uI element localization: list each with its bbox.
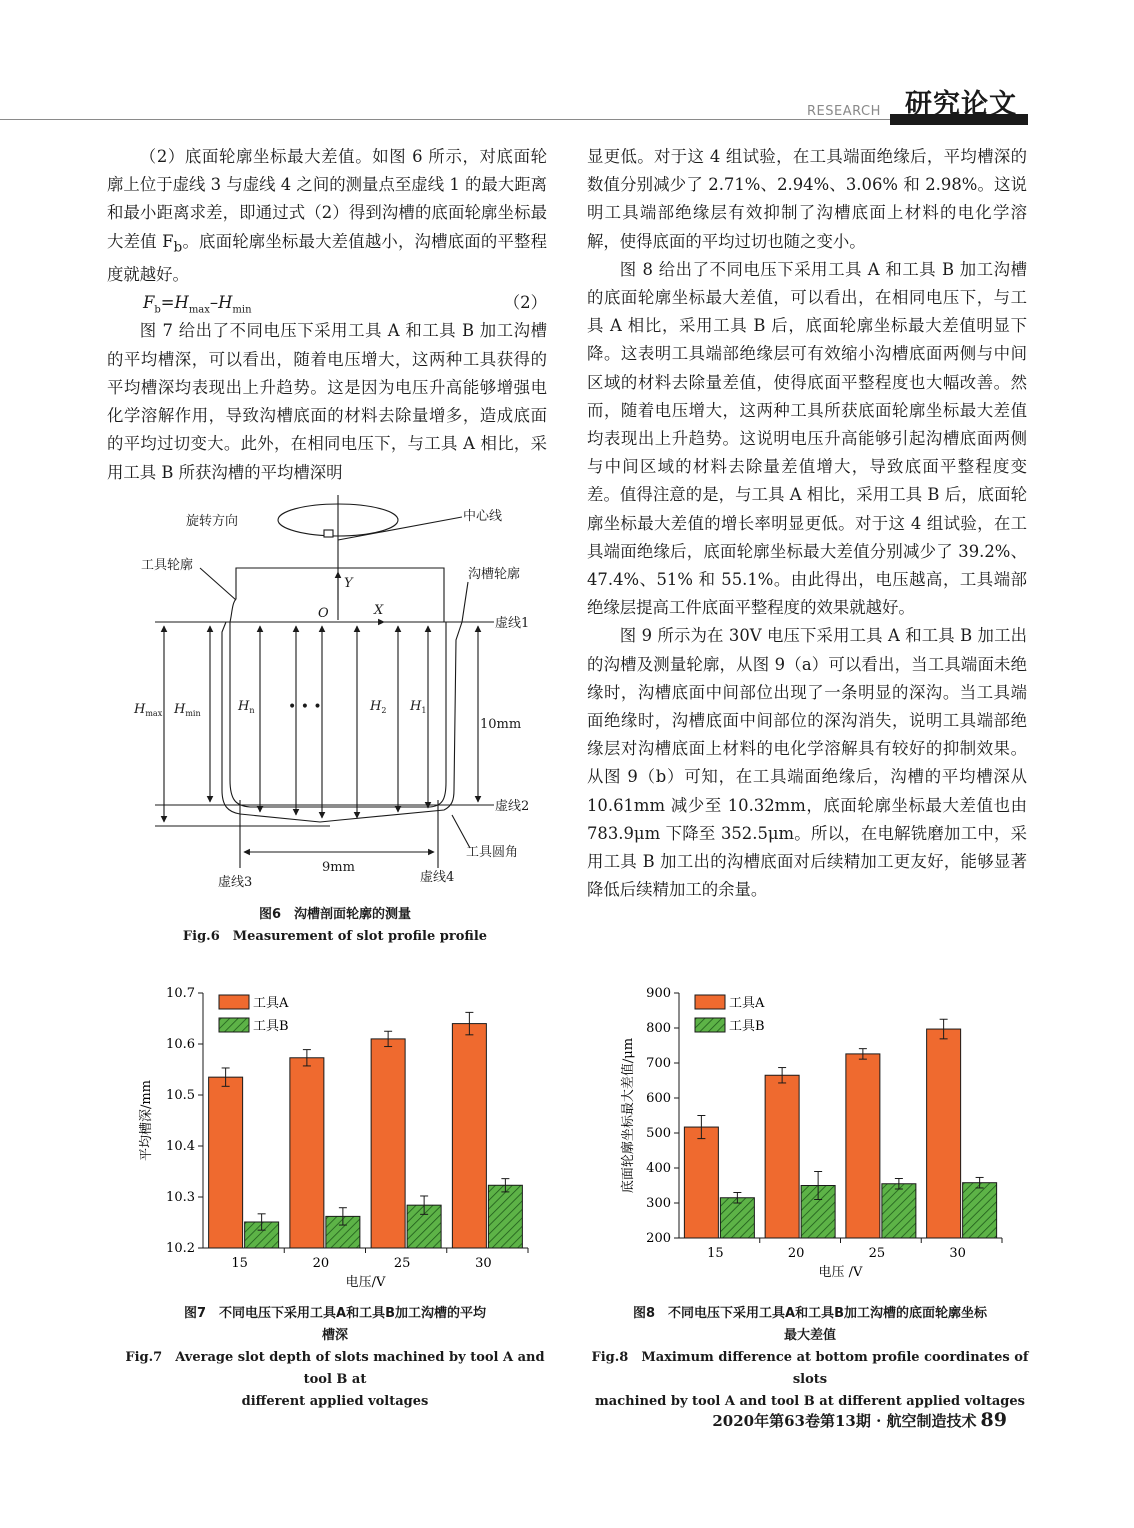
label-10mm: 10mm [480,717,522,732]
page-number: 89 [980,1409,1007,1431]
legend-label: 工具B [729,1019,765,1034]
bar-tool-b [882,1184,916,1238]
paragraph: 显更低。对于这 4 组试验，在工具端面绝缘后，平均槽深的数值分别减少了 2.71%、2.94%、3.06% 和 2.98%。这说明工具端部绝缘层有效抑制了沟槽底面上材料的电化学溶解，使得底面的平均过切也随之变小。 [587,147,1027,251]
label-line3: 虚线3 [218,875,253,890]
legend-label: 工具A [253,996,289,1011]
caption-en: Fig.7 Average slot depth of slots machined by tool A and tool B at [125,1350,545,1387]
label-hmax: $H_{max}$ [134,702,163,718]
header-rule [0,119,890,120]
caption-en: different applied voltages [241,1394,429,1409]
slot-outline [222,622,462,822]
label-rotation: 旋转方向 [186,514,239,529]
caption-cn: 图7 不同电压下采用工具A和工具B加工沟槽的平均 [183,1306,486,1321]
y-tick-label: 200 [646,1231,671,1246]
label-line2: 虚线2 [495,799,530,814]
caption-cn: 图6 沟槽剖面轮廓的测量 [258,907,412,922]
legend-swatch [219,1018,249,1032]
x-tick-label: 20 [312,1256,330,1271]
y-tick-label: 10.3 [166,1190,195,1205]
bar-tool-a [290,1058,324,1248]
label-line4: 虚线4 [420,870,455,885]
y-tick-label: 10.4 [166,1139,195,1154]
fig7-chart [120,975,550,1295]
y-tick-label: 10.7 [166,986,195,1001]
y-tick-label: 600 [646,1091,671,1106]
x-tick-label: 15 [231,1256,248,1271]
x-axis-label: 电压 /V [818,1265,863,1280]
caption-cn: 图8 不同电压下采用工具A和工具B加工沟槽的底面轮廓坐标 [632,1306,987,1321]
bar-tool-a [684,1127,718,1238]
label-9mm: 9mm [322,860,355,875]
paragraph: 图 7 给出了不同电压下采用工具 A 和工具 B 加工沟槽的平均槽深，可以看出，随着电压增大，这两种工具获得的平均槽深均表现出上升趋势。这是因为电压升高能够增强电化学溶解作用，导致沟槽底面的材料去除量增多，造成底面的平均过切变大。此外，在相同电压下，与工具 A 相比，采用工具 B 所获沟槽的平均槽深明 [107,321,547,482]
bar-tool-b [720,1198,754,1238]
label-centerline: 中心线 [463,509,503,524]
fig7-caption [120,1303,550,1413]
label-h2: $H_2$ [370,699,387,715]
bar-tool-b [488,1185,522,1248]
equation-2: $F_b=H_{max}-H_{min}$ （2） [107,289,547,317]
y-tick-label: 900 [646,986,671,1001]
legend-label: 工具B [253,1019,289,1034]
label-tool-profile: 工具轮廓 [141,558,194,573]
bar-tool-a [371,1039,405,1248]
y-tick-label: 300 [646,1196,671,1211]
y-tick-label: 700 [646,1056,671,1071]
y-tick-label: 400 [646,1161,671,1176]
y-tick-label: 500 [646,1126,671,1141]
bar-tool-a [927,1029,961,1238]
fig8-chart [600,975,1030,1295]
y-axis-label: 平均槽深/mm [139,1079,154,1162]
label-hmin: $H_{min}$ [174,702,201,718]
paragraph: 图 9 所示为在 30V 电压下采用工具 A 和工具 B 加工出的沟槽及测量轮廓，从图 9（a）可以看出，当工具端面未绝缘时，沟槽底面中间部位出现了一条明显的深沟。当工具端面绝缘时，沟槽底面中间部位的深沟消失，说明工具端部绝缘层对沟槽底面上材料的电化学溶解具有较好的抑制效果。从图 9（b）可知，在工具端面绝缘后，沟槽的平均槽深从 10.61mm 减少至 10.32mm，底面轮廓坐标最大差值也由 783.9μm 下降至 352.5μm。所以，在电解铣磨加工中，采用工具 B 加工出的沟槽底面对后续精加工更友好，能够显著降低后续精加工的余量。 [587,626,1027,900]
caption-en: machined by tool A and tool B at different applied voltages [595,1394,1025,1409]
caption-en: Fig.8 Maximum difference at bottom profile coordinates of slots [591,1350,1029,1387]
label-fillet: 工具圆角 [466,845,519,860]
legend-swatch [695,995,725,1009]
right-column [587,143,1027,904]
bar-tool-a [452,1024,486,1248]
y-tick-label: 10.5 [166,1088,195,1103]
label-hn: $H_n$ [238,699,255,715]
fig8-caption [585,1303,1035,1413]
equation-number: （2） [503,293,547,313]
bar-tool-a [765,1075,799,1238]
fig6-caption [120,904,550,948]
label-y: Y [344,576,353,591]
y-tick-label: 800 [646,1021,671,1036]
paragraph: 图 8 给出了不同电压下采用工具 A 和工具 B 加工沟槽的底面轮廓坐标最大差值，可以看出，在相同电压下，与工具 A 相比，采用工具 B 后，底面轮廓坐标最大差值明显下降。这表明工具端部绝缘层可有效缩小沟槽底面两侧与中间区域的材料去除量差值，使得底面平整程度也大幅改善。然而，随着电压增大，这两种工具所获底面轮廓坐标最大差值均表现出上升趋势。这说明电压升高能够引起沟槽底面两侧与中间区域的材料去除量差值增大，导致底面平整程度变差。值得注意的是，与工具 A 相比，采用工具 B 后，底面轮廓坐标最大差值的增长率明显更低。对于这 4 组试验，在工具端面绝缘后，底面轮廓坐标最大差值分别减少了 39.2%、47.4%、51% 和 55.1%。由此得出，电压越高，工具端部绝缘层提高工件底面平整程度的效果就越好。 [587,259,1027,618]
caption-cn: 槽深 [321,1328,348,1343]
label-o: O [318,606,329,621]
x-tick-label: 25 [868,1246,886,1261]
x-tick-label: 30 [949,1246,966,1261]
bar-tool-b [963,1183,997,1238]
legend-swatch [695,1018,725,1032]
caption-cn: 最大差值 [783,1328,836,1343]
page-footer [712,1409,1007,1431]
label-line1: 虚线1 [495,616,530,631]
x-tick-label: 25 [393,1256,411,1271]
section-label-en: RESEARCH [807,104,881,119]
section-label-cn: 研究论文 [905,89,1017,120]
legend-label: 工具A [729,996,765,1011]
journal-info: 2020年第63卷第13期 · 航空制造技术 [712,1412,977,1430]
bar-tool-a [846,1054,880,1238]
x-axis-label: 电压/V [345,1275,386,1290]
legend-swatch [219,995,249,1009]
tool-profile [236,568,444,622]
ellipsis-dots: • • • [288,699,322,715]
left-column [107,143,547,487]
y-tick-label: 10.2 [166,1241,195,1256]
x-tick-label: 20 [787,1246,805,1261]
label-x: X [374,603,384,618]
caption-en: Fig.6 Measurement of slot profile profile [182,929,488,944]
y-axis-label: 底面轮廓坐标最大差值/μm [621,1037,636,1194]
bar-tool-a [209,1077,243,1248]
paragraph: （2）底面轮廓坐标最大差值。如图 6 所示，对底面轮廓上位于虚线 3 与虚线 4 之间的测量点至虚线 1 的最大距离和最小距离求差，即通过式（2）得到沟槽的底面轮廓坐标最大差值 $F_b$。底面轮廓坐标最大差值越小，沟槽底面的平整程度就越好。 [107,147,547,285]
x-tick-label: 30 [475,1256,492,1271]
x-tick-label: 15 [707,1246,724,1261]
label-h1: $H_1$ [410,699,427,715]
y-tick-label: 10.6 [166,1037,195,1052]
label-slot-profile: 沟槽轮廓 [468,567,521,582]
fig6-diagram [120,490,560,900]
